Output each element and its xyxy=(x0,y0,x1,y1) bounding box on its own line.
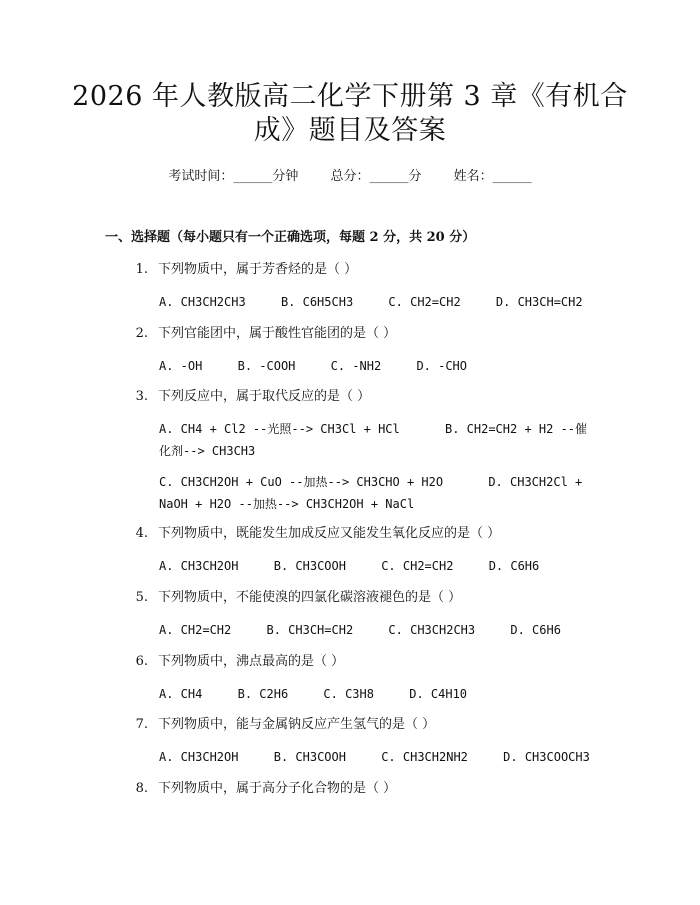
option-b: B. CH3COOH xyxy=(273,559,346,573)
option-c: C. CH3CH2NH2 xyxy=(381,750,468,764)
question-1-options xyxy=(159,291,611,313)
total-score-field: 总分：______分 xyxy=(330,169,422,184)
option-c: C. -NH2 xyxy=(330,359,382,373)
option-a: A. CH3CH2OH xyxy=(159,559,239,573)
question-number: 2. xyxy=(135,326,148,341)
option-a: A. CH4 xyxy=(159,687,203,701)
question-3-options-cd xyxy=(118,471,598,515)
question-number: 4. xyxy=(135,526,148,541)
option-d: D. -CHO xyxy=(416,359,468,373)
option-b: B. CH3CH=CH2 xyxy=(266,623,354,637)
title-line-1: 2026 年人教版高二化学下册第 3 章《有机合 xyxy=(72,81,628,112)
option-d: D. CH3COOCH3 xyxy=(503,750,590,764)
question-stem: 下列官能团中，属于酸性官能团的是（ ） xyxy=(158,326,397,341)
question-stem: 下列物质中，属于高分子化合物的是（ ） xyxy=(158,781,397,796)
option-c: C. C3H8 xyxy=(323,687,374,701)
question-number: 3. xyxy=(135,389,148,404)
question-3-options-ab xyxy=(118,418,598,462)
question-4-options xyxy=(159,555,567,577)
title-line-2: 成》题目及答案 xyxy=(253,115,447,146)
option-a: A. CH3CH2OH xyxy=(159,750,239,764)
option-c: C. CH2=CH2 xyxy=(381,559,454,573)
question-number: 8. xyxy=(135,781,148,796)
question-number: 7. xyxy=(135,717,148,732)
option-d: D. CH3CH=CH2 xyxy=(495,295,583,309)
question-6-options xyxy=(159,683,495,705)
option-d: D. C6H6 xyxy=(510,623,561,637)
question-stem: 下列物质中，能与金属钠反应产生氢气的是（ ） xyxy=(158,717,436,732)
option-b: B. CH3COOH xyxy=(273,750,346,764)
question-2-options xyxy=(159,355,495,377)
option-c: C. CH3CH2OH + CuO --加热--> CH3CHO + H2O xyxy=(159,475,444,489)
exam-time-field: 考试时间：______分钟 xyxy=(168,169,299,184)
question-stem: 下列反应中，属于取代反应的是（ ） xyxy=(158,389,371,404)
option-c: C. CH3CH2CH3 xyxy=(388,623,476,637)
question-number: 5. xyxy=(135,590,148,605)
section-heading: 一、选择题（每小题只有一个正确选项，每题 2 分，共 20 分） xyxy=(105,230,476,245)
option-b: B. -COOH xyxy=(237,359,296,373)
option-b: B. C6H5CH3 xyxy=(280,295,354,309)
question-number: 6. xyxy=(135,654,148,669)
student-name-field: 姓名：______ xyxy=(453,169,532,184)
option-b: B. CH2=CH2 + H2 --催化剂--> CH3CH3 xyxy=(159,422,588,458)
option-a: A. CH2=CH2 xyxy=(159,623,232,637)
question-stem: 下列物质中，沸点最高的是（ ） xyxy=(158,654,345,669)
option-a: A. CH3CH2CH3 xyxy=(159,295,246,309)
option-a: A. CH4 + Cl2 --光照--> CH3Cl + HCl xyxy=(159,422,400,436)
question-5-options xyxy=(159,619,589,641)
option-a: A. -OH xyxy=(159,359,203,373)
option-b: B. C2H6 xyxy=(237,687,289,701)
option-d: D. CH3CH2Cl + NaOH + H2O --加热--> CH3CH2OH + NaCl xyxy=(159,475,583,511)
question-stem: 下列物质中，既能发生加成反应又能发生氧化反应的是（ ） xyxy=(158,526,501,541)
document-title xyxy=(0,80,700,148)
option-d: D. C6H6 xyxy=(488,559,540,573)
option-d: D. C4H10 xyxy=(409,687,468,701)
option-c: C. CH2=CH2 xyxy=(388,295,461,309)
question-stem: 下列物质中，属于芳香烃的是（ ） xyxy=(158,262,358,277)
question-7-options xyxy=(159,746,618,768)
exam-meta xyxy=(0,168,700,186)
question-number: 1. xyxy=(135,262,148,277)
question-stem: 下列物质中，不能使溴的四氯化碳溶液褪色的是（ ） xyxy=(158,590,462,605)
